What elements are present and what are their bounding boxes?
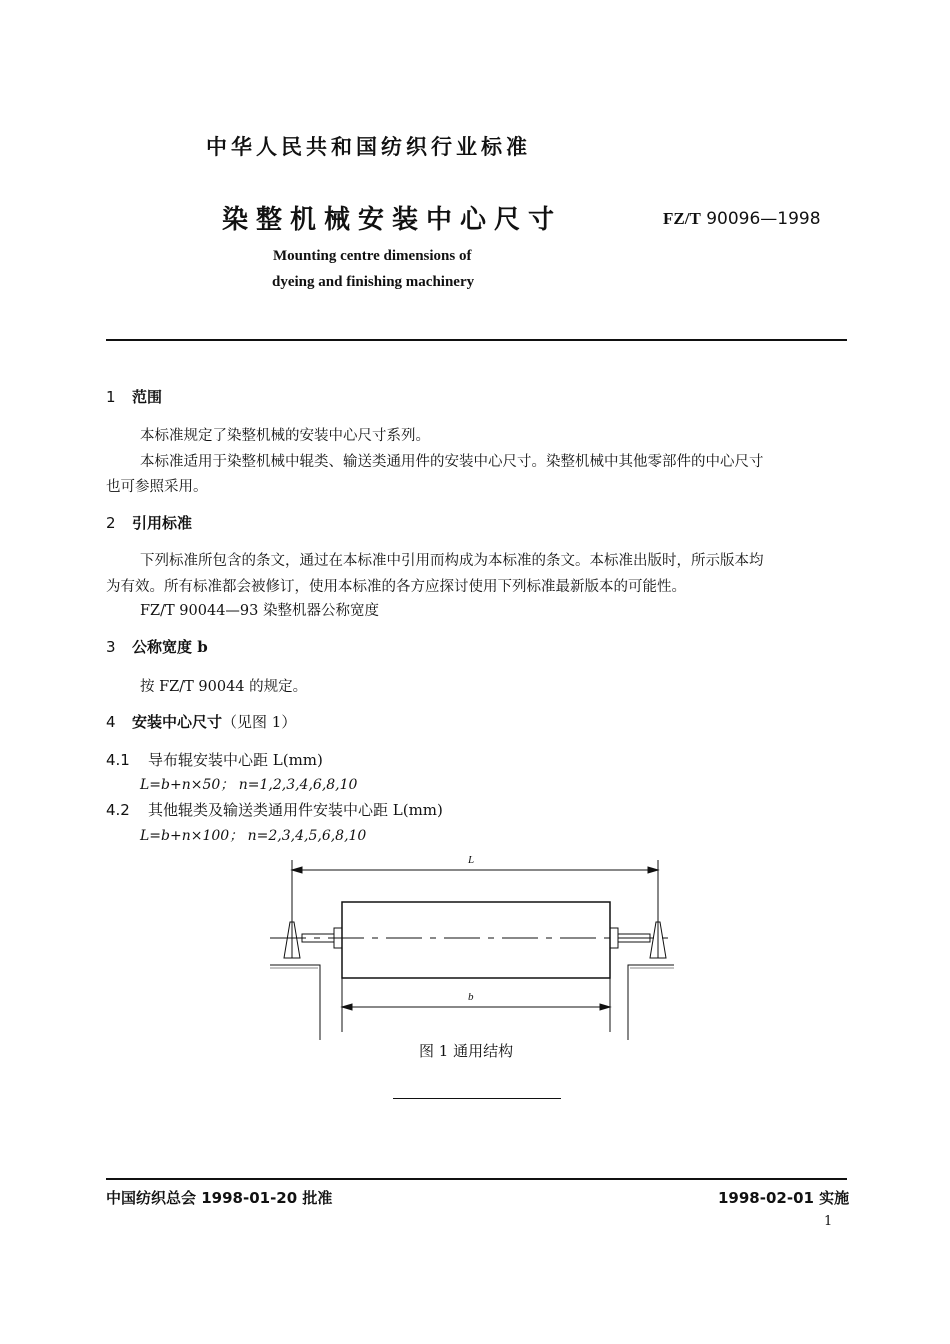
roller-structure-figure [262,850,682,1040]
section-number: 1 [106,388,116,406]
standard-organization: 中华人民共和国纺织行业标准 [206,134,531,159]
section-4-heading [106,711,296,732]
standard-title: 染整机械安装中心尺寸 [222,205,563,235]
section-1-heading [106,386,162,407]
dimension-b-arrow-right [600,1004,610,1010]
section-2-heading [106,512,192,533]
standard-code-prefix: FZ/T [663,209,701,228]
section-title-suffix: （见图 1） [222,713,297,731]
paragraph-continuation: 为有效。所有标准都会被修订，使用本标准的各方应探讨使用下列标准最新版本的可能性。 [106,579,686,595]
shaft-collar-right [610,928,618,948]
section-number: 4 [106,713,116,731]
english-title-line-2: dyeing and finishing machinery [272,274,475,290]
frame-right [628,965,674,1040]
standard-code [663,209,821,229]
section-title: 安装中心尺寸 [132,713,223,731]
section-number: 2 [106,514,116,532]
approval-date: 中国纺织总会 1998-01-20 批准 [106,1189,333,1207]
frame-left [270,965,320,1040]
referenced-standard: FZ/T 90044—93 染整机器公称宽度 [140,603,379,619]
dimension-L-arrow-right [648,867,658,873]
section-3-heading [106,636,208,657]
implementation-date: 1998-02-01 实施 [718,1189,850,1207]
formula: L=b+n×50； n=1,2,3,4,6,8,10 [140,777,358,793]
paragraph-continuation: 也可参照采用。 [106,479,208,495]
dimension-b-arrow-left [342,1004,352,1010]
subsection-number: 4.1 [106,751,130,769]
paragraph: 按 FZ/T 90044 的规定。 [140,679,308,695]
subsection-title: 导布辊安装中心距 L(mm) [148,751,323,769]
section-title: 范围 [132,388,163,406]
subsection-4-1-heading [106,749,323,770]
section-title: 公称宽度 b [132,638,208,656]
standard-code-number: 90096—1998 [706,209,821,229]
section-title: 引用标准 [132,514,193,532]
formula: L=b+n×100； n=2,3,4,5,6,8,10 [140,828,367,844]
header-divider [106,339,847,341]
english-title-line-1: Mounting centre dimensions of [273,248,472,264]
paragraph: 本标准规定了染整机械的安装中心尺寸系列。 [140,428,430,444]
dimension-L-arrow-left [292,867,302,873]
subsection-title: 其他辊类及输送类通用件安装中心距 L(mm) [148,801,443,819]
dimension-b-label: b [468,991,474,1003]
figure-caption: 图 1 通用结构 [419,1042,514,1060]
page-number: 1 [824,1214,833,1229]
footer-divider [106,1178,847,1180]
subsection-4-2-heading [106,799,443,820]
subsection-number: 4.2 [106,801,130,819]
roller-body [342,902,610,978]
section-number: 3 [106,638,116,656]
dimension-L-label: L [468,854,475,866]
paragraph: 下列标准所包含的条文，通过在本标准中引用而构成为本标准的条文。本标准出版时，所示版本均 [140,553,764,569]
paragraph: 本标准适用于染整机械中辊类、输送类通用件的安装中心尺寸。染整机械中其他零部件的中心尺寸 [140,454,764,470]
end-of-text-rule [393,1098,561,1099]
